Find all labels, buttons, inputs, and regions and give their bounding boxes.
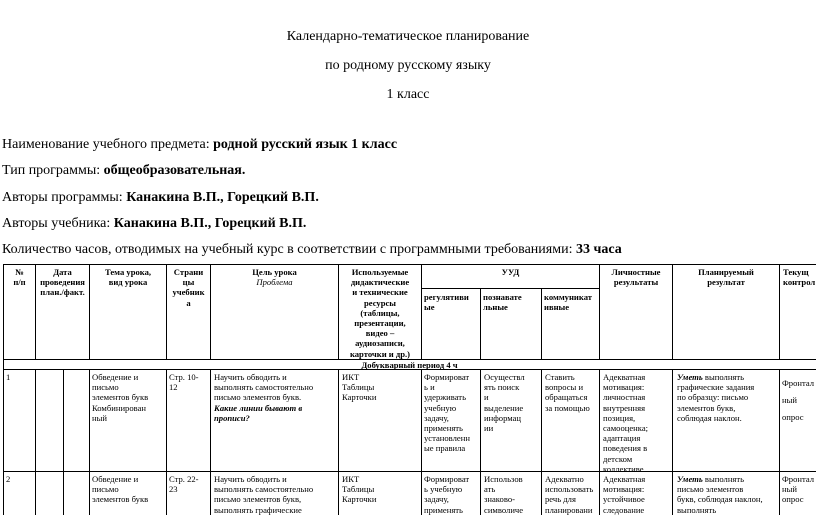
header-planned: Планируемый результат bbox=[698, 267, 754, 288]
row1-planned: Уметь выполнять графические задания по образцу: письмо элементов букв, соблюдая наклон. bbox=[677, 372, 755, 423]
program-authors-value: Канакина В.П., Горецкий В.П. bbox=[126, 190, 319, 205]
header-num: № п/п bbox=[13, 267, 26, 288]
row1-goal: Научить обводить и выполнять самостоятельно письмо элементов букв. Какие линии бывают в прописи? bbox=[214, 372, 314, 423]
hours-label: Количество часов, отводимых на учебный курс в соответствии с программными требованиями: bbox=[2, 242, 576, 257]
row1-uud-cognitive: Осуществл ять поиск и выделение информац ии bbox=[484, 372, 525, 434]
row1-uud-communicative: Ставить вопросы и обращаться за помощью bbox=[545, 372, 590, 413]
program-type-value: общеобразовательная. bbox=[103, 163, 246, 178]
row2-topic: Обведение и письмо элементов букв bbox=[92, 474, 149, 505]
row1-control: Фронтал ный опрос bbox=[782, 378, 815, 422]
textbook-authors-label: Авторы учебника: bbox=[2, 216, 114, 231]
row2-control: Фронтал ный опрос bbox=[782, 474, 815, 505]
program-type-label: Тип программы: bbox=[2, 163, 104, 178]
hours-value: 33 часа bbox=[575, 242, 622, 257]
doc-title-line3: 1 класс bbox=[386, 87, 430, 102]
row2-uud-communicative: Адекватно использовать речь для планировани bbox=[545, 474, 594, 515]
row1-pages: Стр. 10- 12 bbox=[169, 372, 199, 393]
row2-planned: Уметь выполнять письмо элементов букв, соблюдая наклон, выполнять bbox=[677, 474, 763, 515]
row1-uud-regulatory: Формироват ь и удерживать учебную задачу, применять установленн ые правила bbox=[424, 372, 470, 454]
row1-topic: Обведение и письмо элементов букв Комбинирован ный bbox=[92, 372, 149, 423]
row2-uud-cognitive: Использов ать знаково- символиче bbox=[484, 474, 524, 515]
header-problem: Проблема bbox=[256, 277, 293, 288]
period-row: Добукварный период 4 ч bbox=[361, 360, 458, 370]
header-uud-cognitive: познавате льные bbox=[483, 292, 522, 313]
row1-personal: Адекватная мотивация: личностная внутренняя позиция, самооценка; адаптация поведения в детском коллективе bbox=[603, 372, 649, 474]
row2-uud-regulatory: Формироват ь учебную задачу, применять bbox=[424, 474, 470, 515]
row1-num: 1 bbox=[6, 372, 11, 382]
row2-num: 2 bbox=[6, 474, 11, 484]
header-personal: Личностные результаты bbox=[611, 267, 661, 288]
header-resources: Используемые дидактические и технические ресурсы (таблицы, презентации, видео – аудиозаписи, карточки и др.) bbox=[349, 267, 411, 359]
header-date: Дата проведения план./факт. bbox=[40, 267, 85, 298]
program-authors-label: Авторы программы: bbox=[2, 190, 127, 205]
row2-pages: Стр. 22- 23 bbox=[169, 474, 199, 495]
row2-goal: Научить обводить и выполнять самостоятельно письмо элементов букв, выполнять графические bbox=[214, 474, 314, 515]
header-uud-regulatory: регулятиви ые bbox=[424, 292, 469, 313]
header-uud: УУД bbox=[501, 267, 520, 277]
header-control: Текущ контрол bbox=[783, 267, 816, 288]
subject-value: родной русский язык 1 класс bbox=[213, 137, 398, 152]
row2-personal: Адекватная мотивация: устойчивое следование bbox=[603, 474, 646, 515]
header-topic: Тема урока, вид урока bbox=[104, 267, 152, 288]
doc-title-line2: по родному русскому языку bbox=[325, 58, 491, 73]
header-uud-communicative: коммуникат ивные bbox=[544, 292, 592, 313]
textbook-authors-value: Канакина В.П., Горецкий В.П. bbox=[113, 216, 307, 231]
row1-planned-strong: Уметь bbox=[677, 372, 703, 382]
row1-resources: ИКТ Таблицы Карточки bbox=[342, 372, 377, 403]
subject-label: Наименование учебного предмета: bbox=[2, 137, 214, 152]
header-goal: Цель урока Проблема bbox=[211, 267, 338, 287]
row2-resources: ИКТ Таблицы Карточки bbox=[342, 474, 377, 505]
doc-title-line1: Календарно-тематическое планирование bbox=[286, 29, 530, 44]
row2-planned-strong: Уметь bbox=[677, 474, 703, 484]
row1-goal-question: Какие линии бывают в прописи? bbox=[214, 402, 303, 423]
header-pages: Страни цы учебник а bbox=[172, 267, 205, 308]
